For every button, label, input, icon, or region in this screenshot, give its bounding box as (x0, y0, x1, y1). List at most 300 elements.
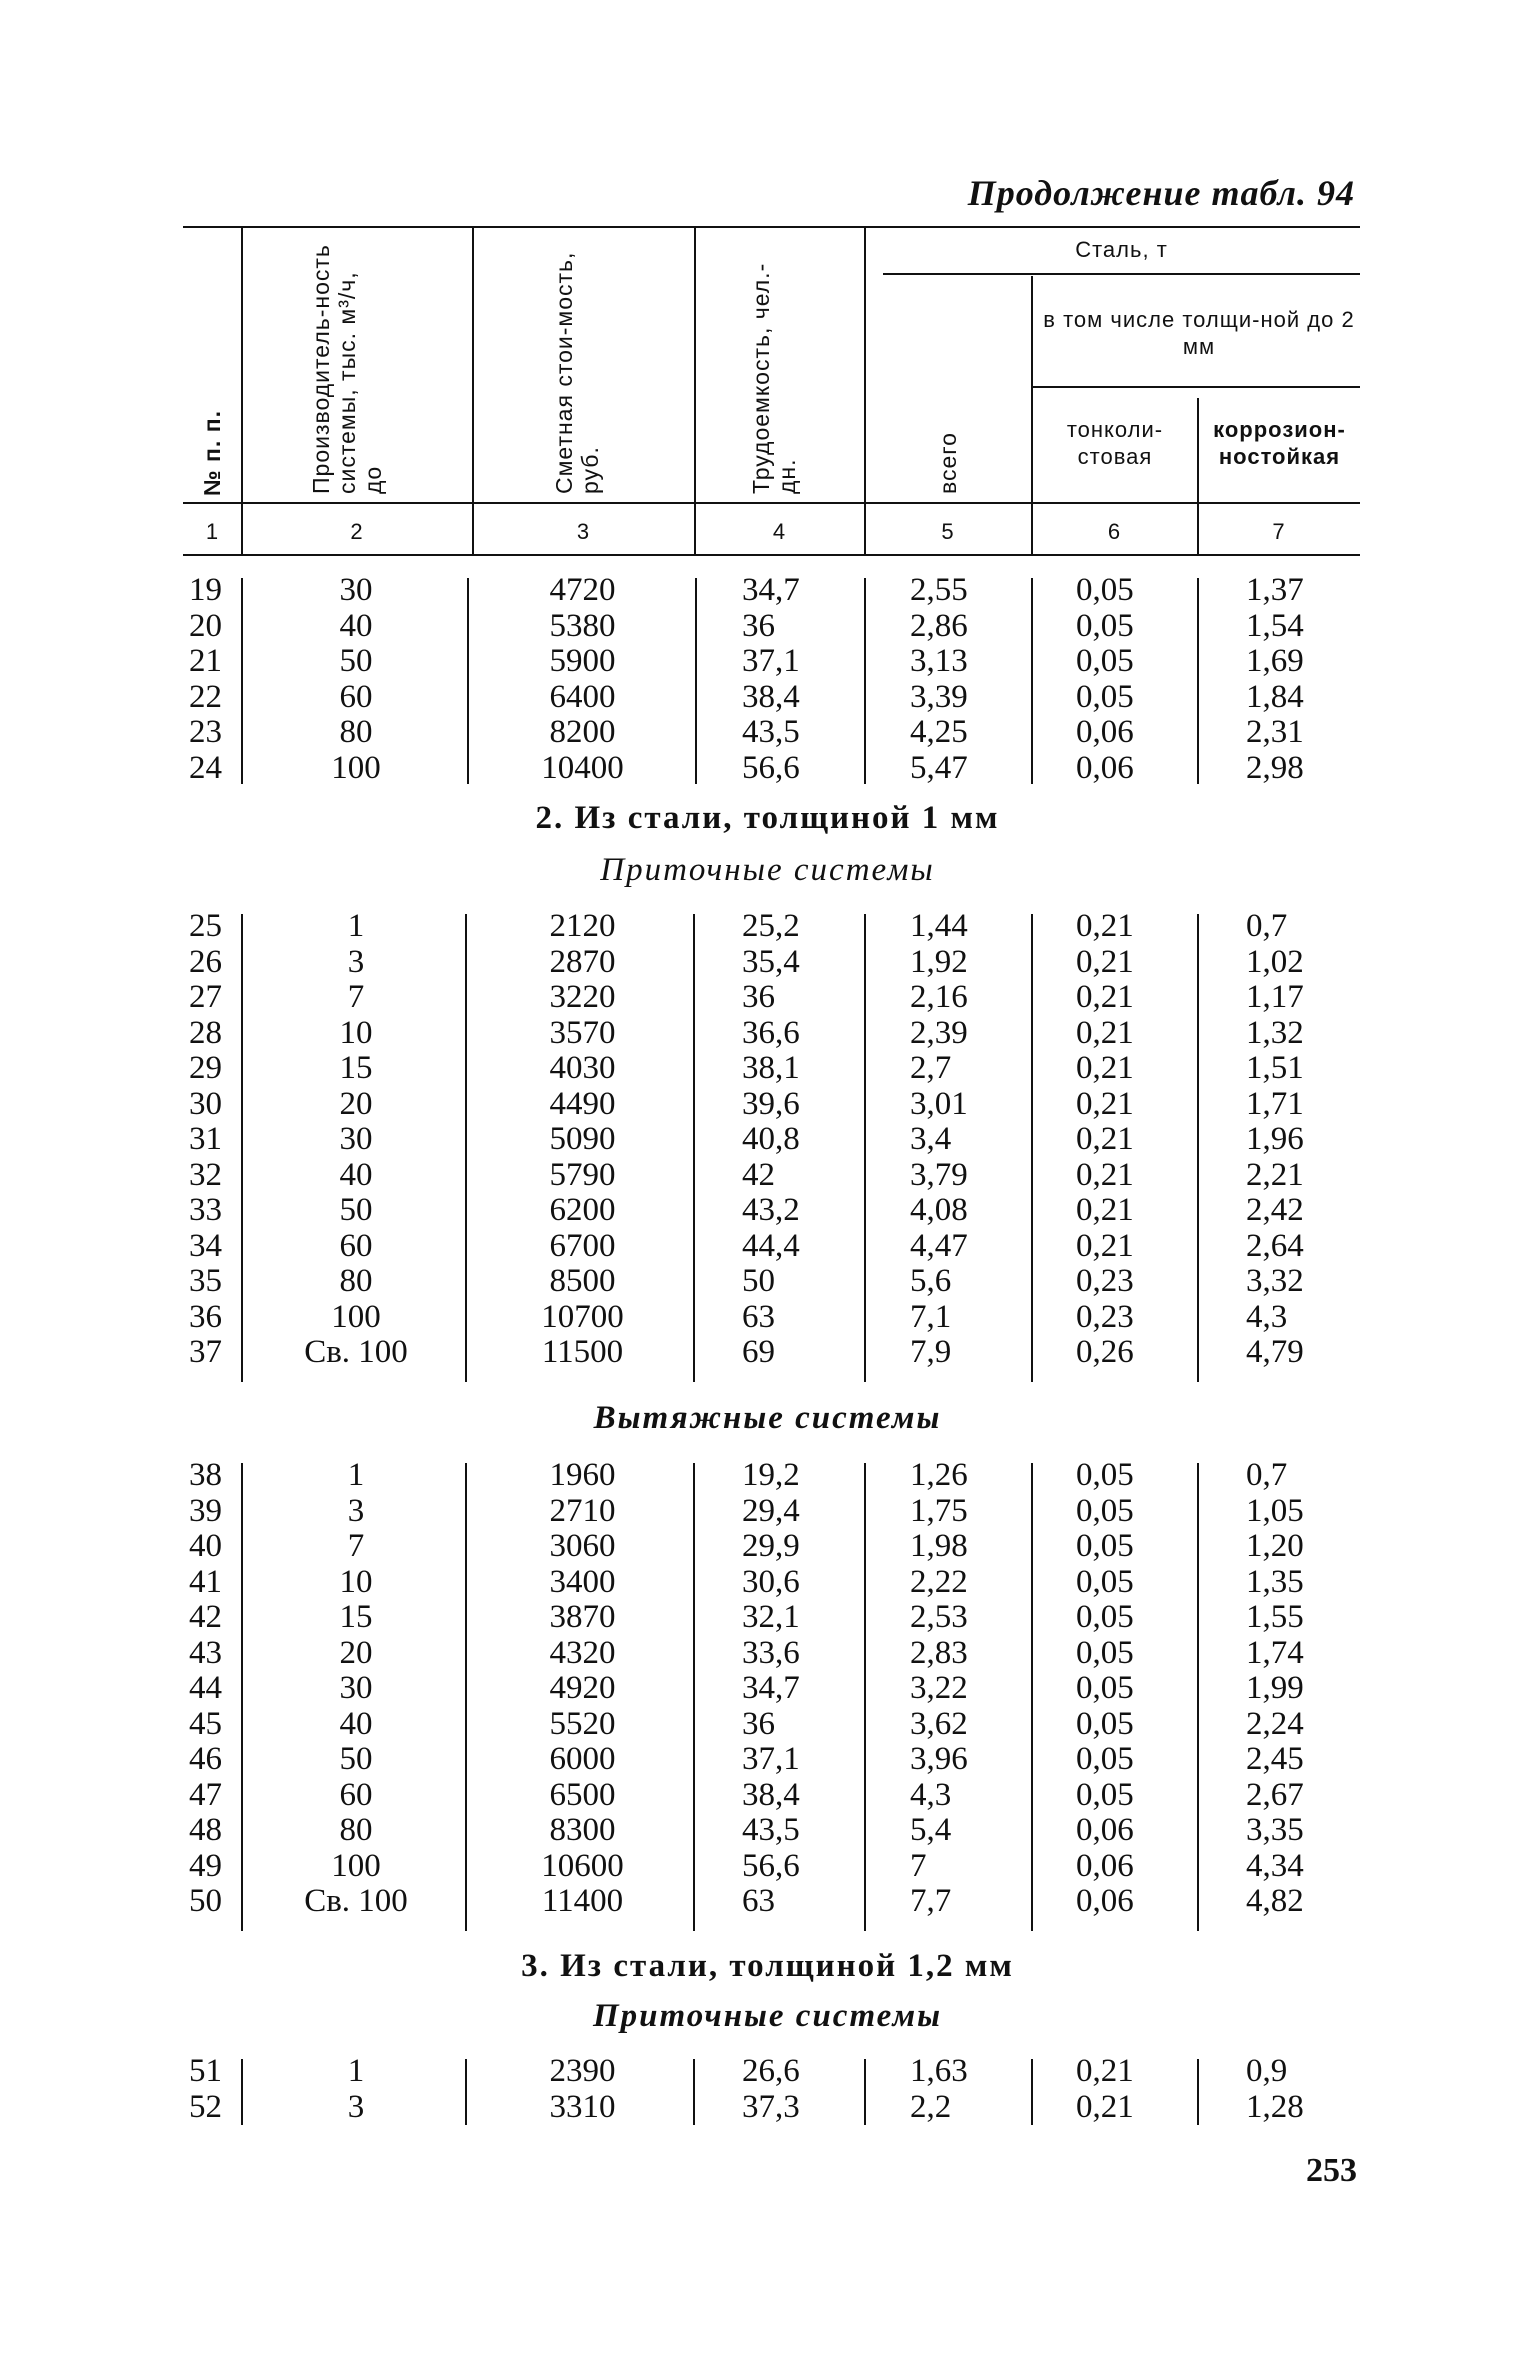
cell-estimated-cost: 2390 (549, 2053, 616, 2089)
table-row (0, 1670, 1535, 1706)
cell-estimated-cost: 10400 (541, 749, 624, 786)
cell-capacity: 7 (347, 1528, 365, 1564)
header-divider-3 (694, 226, 696, 556)
cell-labor: 43,2 (742, 1192, 800, 1228)
cell-capacity: 3 (347, 2088, 365, 2125)
cell-steel-total: 3,22 (910, 1670, 968, 1706)
cell-capacity: 15 (339, 1599, 373, 1635)
cell-labor: 63 (742, 1298, 775, 1335)
cell-steel-thin-sheet: 0,06 (1076, 1883, 1134, 1919)
table-row (0, 1493, 1535, 1529)
cell-row-number: 34 (189, 1227, 222, 1264)
table-row (0, 714, 1535, 750)
cell-steel-thin-sheet: 0,26 (1076, 1334, 1134, 1370)
cell-row-number: 41 (189, 1563, 222, 1600)
cell-steel-total: 5,6 (910, 1263, 952, 1299)
cell-steel-total: 1,75 (910, 1492, 968, 1529)
cell-capacity: 40 (339, 1156, 373, 1193)
table-row (0, 1121, 1535, 1157)
cell-estimated-cost: 8500 (549, 1263, 616, 1299)
header-mid-rule (183, 502, 1360, 504)
cell-estimated-cost: 4490 (549, 1085, 616, 1122)
cell-labor: 38,4 (742, 1776, 800, 1813)
cell-steel-thin-sheet: 0,05 (1076, 572, 1134, 608)
cell-row-number: 51 (189, 2053, 222, 2089)
cell-steel-stainless: 2,67 (1246, 1776, 1304, 1813)
cell-steel-stainless: 1,84 (1246, 678, 1304, 715)
cell-steel-thin-sheet: 0,05 (1076, 1457, 1134, 1493)
cell-steel-thin-sheet: 0,05 (1076, 1528, 1134, 1564)
table-header (183, 226, 1360, 556)
table-continuation-caption: Продолжение табл. 94 (967, 173, 1355, 213)
cell-estimated-cost: 4920 (549, 1670, 616, 1706)
table-row (0, 750, 1535, 786)
cell-steel-total: 3,96 (910, 1741, 968, 1777)
cell-steel-thin-sheet: 0,05 (1076, 643, 1134, 679)
cell-steel-thin-sheet: 0,05 (1076, 1776, 1134, 1813)
col-number-4: 4 (772, 519, 786, 544)
cell-row-number: 23 (189, 714, 222, 750)
cell-estimated-cost: 10600 (541, 1847, 624, 1884)
header-col-cost: Сметная стои-мость, руб. (551, 251, 603, 494)
cell-capacity: 40 (339, 607, 373, 644)
header-divider-2 (472, 226, 474, 556)
header-col-labor: Трудоемкость, чел.-дн. (748, 262, 800, 494)
header-bottom-rule (183, 554, 1360, 556)
cell-row-number: 27 (189, 979, 222, 1015)
cell-steel-thin-sheet: 0,06 (1076, 1812, 1134, 1848)
cell-labor: 32,1 (742, 1599, 800, 1635)
cell-capacity: 100 (331, 1847, 381, 1884)
cell-labor: 36 (742, 607, 775, 644)
cell-steel-stainless: 2,31 (1246, 714, 1304, 750)
cell-steel-total: 7 (910, 1847, 927, 1884)
cell-estimated-cost: 1960 (549, 1457, 616, 1493)
cell-row-number: 46 (189, 1741, 222, 1777)
cell-estimated-cost: 3310 (549, 2088, 616, 2125)
cell-steel-stainless: 0,9 (1246, 2053, 1288, 2089)
cell-steel-total: 1,63 (910, 2053, 968, 2089)
cell-capacity: 3 (347, 943, 365, 980)
cell-estimated-cost: 11500 (541, 1334, 624, 1370)
table-row (0, 1528, 1535, 1564)
cell-estimated-cost: 3060 (549, 1528, 616, 1564)
cell-row-number: 33 (189, 1192, 222, 1228)
cell-steel-stainless: 4,82 (1246, 1883, 1304, 1919)
cell-steel-total: 3,79 (910, 1156, 968, 1193)
cell-capacity: 1 (347, 908, 365, 944)
cell-row-number: 44 (189, 1670, 222, 1706)
cell-estimated-cost: 5380 (549, 607, 616, 644)
rows-block-exhaust-1mm (0, 1457, 1535, 1935)
cell-steel-stainless: 1,37 (1246, 572, 1304, 608)
cell-steel-total: 4,08 (910, 1192, 968, 1228)
cell-row-number: 38 (189, 1457, 222, 1493)
col-number-1: 1 (205, 519, 219, 544)
cell-labor: 37,3 (742, 2088, 800, 2125)
cell-capacity: Св. 100 (304, 1334, 408, 1370)
cell-steel-thin-sheet: 0,06 (1076, 714, 1134, 750)
cell-steel-total: 2,83 (910, 1634, 968, 1671)
cell-steel-thin-sheet: 0,21 (1076, 943, 1134, 980)
table-row (0, 1848, 1535, 1884)
cell-steel-thin-sheet: 0,05 (1076, 1563, 1134, 1600)
cell-row-number: 37 (189, 1334, 222, 1370)
cell-estimated-cost: 3400 (549, 1563, 616, 1600)
cell-steel-stainless: 1,28 (1246, 2088, 1304, 2125)
cell-steel-stainless: 1,05 (1246, 1492, 1304, 1529)
cell-row-number: 52 (189, 2088, 222, 2125)
cell-capacity: 20 (339, 1634, 373, 1671)
cell-steel-thin-sheet: 0,21 (1076, 2053, 1134, 2089)
cell-steel-total: 3,62 (910, 1705, 968, 1742)
cell-capacity: 100 (331, 1298, 381, 1335)
cell-row-number: 47 (189, 1776, 222, 1813)
cell-estimated-cost: 3220 (549, 979, 616, 1015)
cell-steel-stainless: 1,51 (1246, 1050, 1304, 1086)
cell-row-number: 32 (189, 1156, 222, 1193)
cell-labor: 35,4 (742, 943, 800, 980)
cell-steel-stainless: 1,74 (1246, 1634, 1304, 1671)
cell-steel-stainless: 4,79 (1246, 1334, 1304, 1370)
cell-steel-total: 3,4 (910, 1121, 952, 1157)
cell-steel-total: 5,47 (910, 749, 968, 786)
cell-steel-stainless: 3,35 (1246, 1812, 1304, 1848)
table-row (0, 1157, 1535, 1193)
cell-labor: 40,8 (742, 1121, 800, 1157)
cell-row-number: 21 (189, 643, 222, 679)
cell-steel-thin-sheet: 0,21 (1076, 1050, 1134, 1086)
cell-steel-stainless: 1,02 (1246, 943, 1304, 980)
header-col-steel-total: всего (935, 432, 961, 494)
header-col-capacity: Производитель-ность системы, тыс. м³/ч, до (308, 244, 386, 494)
table-row (0, 979, 1535, 1015)
table-row (0, 1050, 1535, 1086)
cell-estimated-cost: 5520 (549, 1705, 616, 1742)
cell-capacity: 10 (339, 1563, 373, 1600)
cell-row-number: 35 (189, 1263, 222, 1299)
cell-row-number: 22 (189, 678, 222, 715)
cell-capacity: 60 (339, 678, 373, 715)
cell-steel-thin-sheet: 0,21 (1076, 979, 1134, 1015)
cell-capacity: 30 (339, 1670, 373, 1706)
cell-steel-total: 1,92 (910, 943, 968, 980)
header-col-thin-sheet: тонколи-стовая (1066, 417, 1164, 469)
cell-row-number: 31 (189, 1121, 222, 1157)
cell-labor: 37,1 (742, 1741, 800, 1777)
cell-row-number: 26 (189, 943, 222, 980)
cell-labor: 38,1 (742, 1050, 800, 1086)
cell-steel-stainless: 1,17 (1246, 979, 1304, 1015)
cell-capacity: 50 (339, 1192, 373, 1228)
cell-estimated-cost: 8200 (549, 714, 616, 750)
cell-labor: 33,6 (742, 1634, 800, 1671)
cell-steel-total: 4,47 (910, 1227, 968, 1264)
cell-steel-thin-sheet: 0,05 (1076, 607, 1134, 644)
cell-labor: 25,2 (742, 908, 800, 944)
cell-estimated-cost: 4030 (549, 1050, 616, 1086)
cell-capacity: 30 (339, 572, 373, 608)
section-2-supply-subtitle: Приточные системы (600, 852, 935, 888)
cell-estimated-cost: 8300 (549, 1812, 616, 1848)
cell-estimated-cost: 4720 (549, 572, 616, 608)
cell-steel-thin-sheet: 0,21 (1076, 2088, 1134, 2125)
cell-steel-stainless: 2,21 (1246, 1156, 1304, 1193)
cell-steel-total: 4,25 (910, 714, 968, 750)
col-number-6: 6 (1107, 519, 1121, 544)
cell-row-number: 50 (189, 1883, 222, 1919)
cell-steel-thin-sheet: 0,21 (1076, 1227, 1134, 1264)
cell-steel-stainless: 2,45 (1246, 1741, 1304, 1777)
cell-steel-total: 3,01 (910, 1085, 968, 1122)
table-row (0, 608, 1535, 644)
cell-steel-stainless: 1,55 (1246, 1599, 1304, 1635)
cell-steel-stainless: 4,3 (1246, 1298, 1288, 1335)
cell-estimated-cost: 5790 (549, 1156, 616, 1193)
cell-steel-stainless: 1,99 (1246, 1670, 1304, 1706)
table-row (0, 2089, 1535, 2125)
cell-row-number: 39 (189, 1492, 222, 1529)
cell-steel-stainless: 0,7 (1246, 1457, 1288, 1493)
cell-estimated-cost: 11400 (541, 1883, 624, 1919)
cell-labor: 39,6 (742, 1085, 800, 1122)
rows-block-supply-1mm (0, 908, 1535, 1386)
header-divider-1 (241, 226, 243, 556)
cell-steel-thin-sheet: 0,23 (1076, 1298, 1134, 1335)
cell-steel-thin-sheet: 0,05 (1076, 678, 1134, 715)
cell-steel-stainless: 1,71 (1246, 1085, 1304, 1122)
table-row (0, 679, 1535, 715)
cell-estimated-cost: 6000 (549, 1741, 616, 1777)
cell-estimated-cost: 6400 (549, 678, 616, 715)
cell-row-number: 19 (189, 572, 222, 608)
table-row (0, 1741, 1535, 1777)
cell-estimated-cost: 6500 (549, 1776, 616, 1813)
cell-capacity: 1 (347, 1457, 365, 1493)
cell-steel-total: 1,98 (910, 1528, 968, 1564)
cell-capacity: 80 (339, 714, 373, 750)
cell-steel-stainless: 2,98 (1246, 749, 1304, 786)
cell-capacity: 80 (339, 1812, 373, 1848)
cell-steel-total: 2,16 (910, 979, 968, 1015)
cell-steel-thin-sheet: 0,05 (1076, 1634, 1134, 1671)
cell-labor: 34,7 (742, 1670, 800, 1706)
steel-title-rule (883, 273, 1360, 275)
table-row (0, 1015, 1535, 1051)
cell-row-number: 43 (189, 1634, 222, 1671)
cell-steel-total: 4,3 (910, 1776, 952, 1813)
cell-capacity: 30 (339, 1121, 373, 1157)
cell-steel-thin-sheet: 0,06 (1076, 749, 1134, 786)
col-number-7: 7 (1272, 519, 1285, 544)
header-col-number: № п. п. (199, 410, 225, 496)
cell-estimated-cost: 10700 (541, 1298, 624, 1335)
table-row (0, 643, 1535, 679)
cell-steel-thin-sheet: 0,05 (1076, 1599, 1134, 1635)
cell-labor: 38,4 (742, 678, 800, 715)
cell-labor: 43,5 (742, 1812, 800, 1848)
cell-capacity: 1 (347, 2053, 365, 2089)
table-row (0, 1706, 1535, 1742)
table-row (0, 1564, 1535, 1600)
cell-labor: 69 (742, 1334, 775, 1370)
cell-steel-total: 7,7 (910, 1883, 952, 1919)
header-steel-subtitle: в том числе толщи-ной до 2 мм (1043, 307, 1355, 359)
table-row (0, 1299, 1535, 1335)
cell-labor: 29,4 (742, 1492, 800, 1529)
cell-steel-total: 1,26 (910, 1457, 968, 1493)
cell-labor: 42 (742, 1156, 775, 1193)
cell-estimated-cost: 2120 (549, 908, 616, 944)
cell-row-number: 25 (189, 908, 222, 944)
cell-labor: 30,6 (742, 1563, 800, 1600)
cell-capacity: 50 (339, 643, 373, 679)
cell-steel-stainless: 1,54 (1246, 607, 1304, 644)
table-row (0, 1599, 1535, 1635)
cell-steel-total: 7,9 (910, 1334, 952, 1370)
cell-steel-total: 7,1 (910, 1298, 952, 1335)
cell-steel-thin-sheet: 0,05 (1076, 1741, 1134, 1777)
cell-steel-thin-sheet: 0,21 (1076, 1014, 1134, 1051)
cell-steel-stainless: 1,32 (1246, 1014, 1304, 1051)
cell-labor: 36 (742, 1705, 775, 1742)
cell-steel-total: 2,39 (910, 1014, 968, 1051)
cell-labor: 29,9 (742, 1528, 800, 1564)
cell-steel-thin-sheet: 0,21 (1076, 1085, 1134, 1122)
cell-labor: 56,6 (742, 749, 800, 786)
cell-estimated-cost: 5090 (549, 1121, 616, 1157)
cell-steel-stainless: 1,96 (1246, 1121, 1304, 1157)
cell-row-number: 30 (189, 1085, 222, 1122)
table-row (0, 1457, 1535, 1493)
cell-estimated-cost: 5900 (549, 643, 616, 679)
cell-estimated-cost: 4320 (549, 1634, 616, 1671)
cell-steel-stainless: 1,69 (1246, 643, 1304, 679)
cell-steel-total: 3,13 (910, 643, 968, 679)
cell-steel-stainless: 3,32 (1246, 1263, 1304, 1299)
page-number: 253 (1306, 2152, 1357, 2189)
cell-capacity: 3 (347, 1492, 365, 1529)
cell-capacity: 50 (339, 1741, 373, 1777)
header-steel-title: Сталь, т (1075, 237, 1168, 262)
cell-steel-thin-sheet: 0,05 (1076, 1492, 1134, 1529)
cell-steel-stainless: 4,34 (1246, 1847, 1304, 1884)
cell-steel-total: 2,2 (910, 2088, 952, 2125)
section-3-supply-subtitle: Приточные системы (592, 1998, 943, 2034)
section-2-exhaust-subtitle: Вытяжные системы (593, 1400, 942, 1436)
section-3-title: 3. Из стали, толщиной 1,2 мм (521, 1948, 1014, 1984)
cell-labor: 34,7 (742, 572, 800, 608)
cell-row-number: 24 (189, 749, 222, 786)
header-divider-4 (864, 226, 866, 556)
cell-labor: 50 (742, 1263, 775, 1299)
table-row (0, 1192, 1535, 1228)
cell-estimated-cost: 2870 (549, 943, 616, 980)
cell-capacity: 60 (339, 1776, 373, 1813)
cell-estimated-cost: 6200 (549, 1192, 616, 1228)
cell-estimated-cost: 3570 (549, 1014, 616, 1051)
cell-estimated-cost: 3870 (549, 1599, 616, 1635)
cell-steel-total: 5,4 (910, 1812, 952, 1848)
cell-estimated-cost: 6700 (549, 1227, 616, 1264)
cell-capacity: 10 (339, 1014, 373, 1051)
table-row (0, 944, 1535, 980)
table-row (0, 1777, 1535, 1813)
table-row (0, 1883, 1535, 1919)
cell-steel-thin-sheet: 0,21 (1076, 1156, 1134, 1193)
cell-capacity: Св. 100 (304, 1883, 408, 1919)
cell-steel-stainless: 1,35 (1246, 1563, 1304, 1600)
col-number-5: 5 (941, 519, 954, 544)
cell-steel-thin-sheet: 0,21 (1076, 1121, 1134, 1157)
cell-capacity: 20 (339, 1085, 373, 1122)
table-row (0, 1635, 1535, 1671)
cell-labor: 63 (742, 1883, 775, 1919)
cell-capacity: 80 (339, 1263, 373, 1299)
table-row (0, 1812, 1535, 1848)
cell-steel-stainless: 2,42 (1246, 1192, 1304, 1228)
cell-row-number: 45 (189, 1705, 222, 1742)
header-top-rule (183, 226, 1360, 228)
table-row (0, 1086, 1535, 1122)
cell-labor: 44,4 (742, 1227, 800, 1264)
cell-steel-total: 1,44 (910, 908, 968, 944)
cell-steel-stainless: 2,64 (1246, 1227, 1304, 1264)
cell-row-number: 40 (189, 1528, 222, 1564)
cell-capacity: 60 (339, 1227, 373, 1264)
cell-labor: 56,6 (742, 1847, 800, 1884)
table-row (0, 1334, 1535, 1370)
cell-steel-thin-sheet: 0,05 (1076, 1670, 1134, 1706)
cell-labor: 36,6 (742, 1014, 800, 1051)
cell-row-number: 28 (189, 1014, 222, 1051)
cell-labor: 26,6 (742, 2053, 800, 2089)
header-col-stainless: коррозион-ностойкая (1213, 417, 1346, 469)
cell-steel-thin-sheet: 0,05 (1076, 1705, 1134, 1742)
cell-steel-total: 2,53 (910, 1599, 968, 1635)
cell-steel-total: 3,39 (910, 678, 968, 715)
cell-steel-thin-sheet: 0,23 (1076, 1263, 1134, 1299)
cell-labor: 36 (742, 979, 775, 1015)
cell-steel-thin-sheet: 0,06 (1076, 1847, 1134, 1884)
cell-steel-stainless: 2,24 (1246, 1705, 1304, 1742)
cell-labor: 19,2 (742, 1457, 800, 1493)
cell-steel-thin-sheet: 0,21 (1076, 1192, 1134, 1228)
rows-block-supply-1-2mm (0, 2053, 1535, 2129)
cell-row-number: 20 (189, 607, 222, 644)
table-row (0, 1263, 1535, 1299)
cell-steel-thin-sheet: 0,21 (1076, 908, 1134, 944)
cell-estimated-cost: 2710 (549, 1492, 616, 1529)
table-row (0, 572, 1535, 608)
section-2-title: 2. Из стали, толщиной 1 мм (535, 800, 1000, 836)
cell-steel-total: 2,55 (910, 572, 968, 608)
table-row (0, 908, 1535, 944)
cell-steel-total: 2,22 (910, 1563, 968, 1600)
cell-row-number: 42 (189, 1599, 222, 1635)
cell-capacity: 7 (347, 979, 365, 1015)
col-number-2: 2 (350, 519, 363, 544)
cell-steel-total: 2,7 (910, 1050, 952, 1086)
cell-steel-total: 2,86 (910, 607, 968, 644)
rows-block-a (0, 572, 1535, 788)
cell-row-number: 49 (189, 1847, 222, 1884)
cell-steel-stainless: 1,20 (1246, 1528, 1304, 1564)
cell-capacity: 100 (331, 749, 381, 786)
table-row (0, 1228, 1535, 1264)
cell-capacity: 40 (339, 1705, 373, 1742)
cell-row-number: 36 (189, 1298, 222, 1335)
